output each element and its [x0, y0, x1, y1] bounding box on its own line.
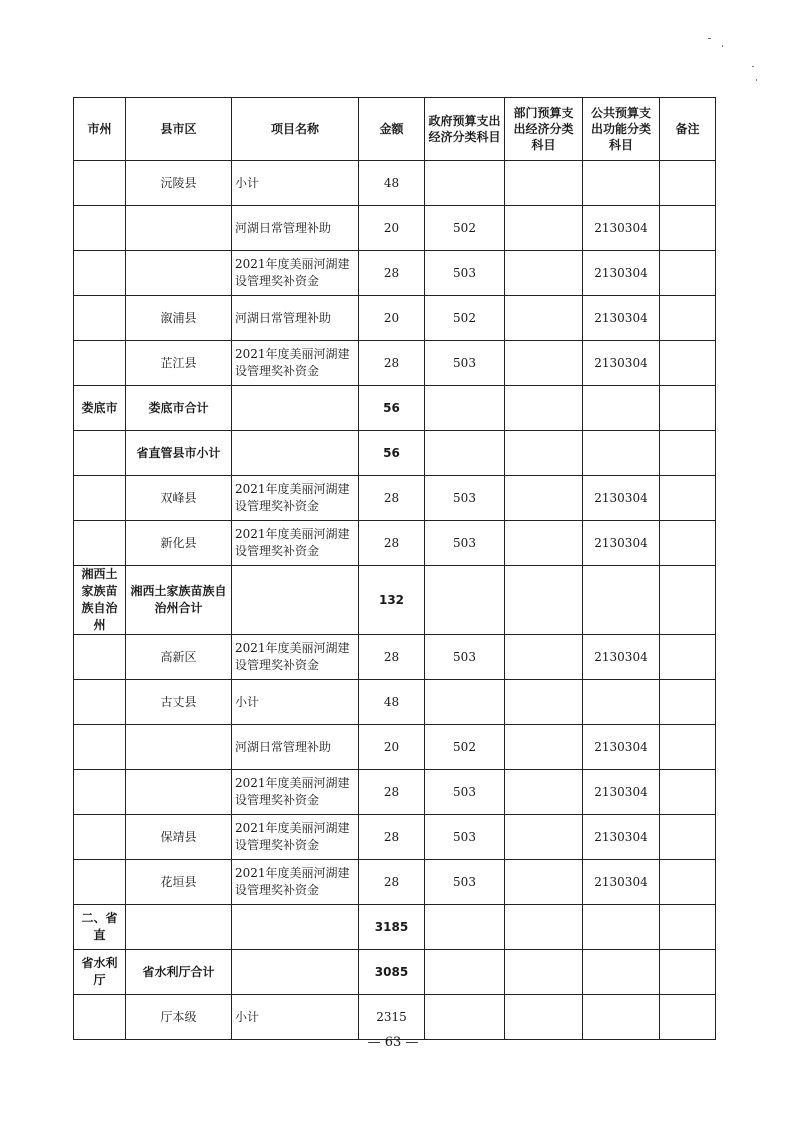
cell-amount: 28: [359, 251, 425, 296]
table-row: [74, 341, 716, 386]
cell-dept-econ-class: [505, 431, 583, 476]
cell-func-class: 2130304: [583, 341, 660, 386]
table-row: [74, 296, 716, 341]
cell-gov-econ-class: [425, 431, 505, 476]
cell-gov-econ-class: [425, 905, 505, 950]
table-row: [74, 251, 716, 296]
cell-amount: 28: [359, 341, 425, 386]
scan-speck: [722, 45, 723, 47]
cell-func-class: [583, 386, 660, 431]
cell-amount: 48: [359, 161, 425, 206]
table-row: [74, 566, 716, 635]
header-amount: 金额: [359, 98, 425, 161]
cell-amount: 20: [359, 206, 425, 251]
cell-project: 2021年度美丽河湖建设管理奖补资金: [232, 341, 359, 386]
cell-note: [660, 296, 716, 341]
table-row: [74, 950, 716, 995]
cell-city: [74, 680, 126, 725]
cell-county: 古丈县: [126, 680, 232, 725]
cell-county: 厅本级: [126, 995, 232, 1040]
cell-city: [74, 815, 126, 860]
cell-project: 河湖日常管理补助: [232, 206, 359, 251]
cell-gov-econ-class: 503: [425, 251, 505, 296]
cell-amount: 28: [359, 860, 425, 905]
cell-county: 沅陵县: [126, 161, 232, 206]
scan-speck: [756, 79, 757, 81]
header-note: 备注: [660, 98, 716, 161]
cell-func-class: 2130304: [583, 206, 660, 251]
cell-county: [126, 725, 232, 770]
table-row: [74, 680, 716, 725]
cell-note: [660, 476, 716, 521]
cell-dept-econ-class: [505, 680, 583, 725]
cell-dept-econ-class: [505, 770, 583, 815]
cell-note: [660, 566, 716, 635]
cell-project: [232, 566, 359, 635]
table-row: [74, 476, 716, 521]
cell-gov-econ-class: [425, 161, 505, 206]
table-row: [74, 161, 716, 206]
cell-amount: 56: [359, 431, 425, 476]
cell-county: 新化县: [126, 521, 232, 566]
cell-gov-econ-class: 502: [425, 296, 505, 341]
table-body: [74, 161, 716, 1040]
cell-dept-econ-class: [505, 386, 583, 431]
cell-city: [74, 341, 126, 386]
cell-city: [74, 860, 126, 905]
table-row: [74, 431, 716, 476]
cell-city: 二、省直: [74, 905, 126, 950]
cell-project: 2021年度美丽河湖建设管理奖补资金: [232, 860, 359, 905]
table-row: [74, 815, 716, 860]
cell-dept-econ-class: [505, 905, 583, 950]
cell-amount: 3085: [359, 950, 425, 995]
allocation-table: [73, 97, 716, 1040]
cell-gov-econ-class: 502: [425, 206, 505, 251]
cell-note: [660, 206, 716, 251]
cell-city: [74, 431, 126, 476]
cell-project: 2021年度美丽河湖建设管理奖补资金: [232, 251, 359, 296]
cell-note: [660, 860, 716, 905]
cell-city: [74, 476, 126, 521]
table-row: [74, 386, 716, 431]
cell-amount: 56: [359, 386, 425, 431]
cell-note: [660, 995, 716, 1040]
cell-city: [74, 995, 126, 1040]
cell-note: [660, 386, 716, 431]
cell-func-class: [583, 905, 660, 950]
cell-project: 小计: [232, 995, 359, 1040]
cell-func-class: [583, 566, 660, 635]
header-gov-econ-class: 政府预算支出经济分类科目: [425, 98, 505, 161]
cell-dept-econ-class: [505, 251, 583, 296]
cell-county: 芷江县: [126, 341, 232, 386]
cell-city: 湘西土家族苗族自治州: [74, 566, 126, 635]
cell-amount: 28: [359, 815, 425, 860]
cell-gov-econ-class: 503: [425, 860, 505, 905]
table-row: [74, 770, 716, 815]
cell-project: [232, 386, 359, 431]
cell-note: [660, 635, 716, 680]
cell-dept-econ-class: [505, 815, 583, 860]
table-header-row: [74, 98, 716, 161]
table-row: [74, 995, 716, 1040]
scan-speck: [708, 38, 711, 39]
cell-amount: 28: [359, 770, 425, 815]
cell-note: [660, 815, 716, 860]
cell-note: [660, 725, 716, 770]
cell-dept-econ-class: [505, 725, 583, 770]
cell-dept-econ-class: [505, 206, 583, 251]
cell-func-class: 2130304: [583, 251, 660, 296]
cell-city: [74, 770, 126, 815]
cell-amount: 28: [359, 635, 425, 680]
cell-project: [232, 905, 359, 950]
cell-amount: 2315: [359, 995, 425, 1040]
cell-note: [660, 251, 716, 296]
cell-project: 2021年度美丽河湖建设管理奖补资金: [232, 815, 359, 860]
cell-project: 河湖日常管理补助: [232, 296, 359, 341]
cell-city: 娄底市: [74, 386, 126, 431]
cell-gov-econ-class: 503: [425, 815, 505, 860]
cell-project: 河湖日常管理补助: [232, 725, 359, 770]
table-row: [74, 905, 716, 950]
cell-amount: 132: [359, 566, 425, 635]
cell-func-class: [583, 950, 660, 995]
table-row: [74, 725, 716, 770]
header-project: 项目名称: [232, 98, 359, 161]
cell-func-class: 2130304: [583, 635, 660, 680]
cell-city: [74, 161, 126, 206]
cell-gov-econ-class: [425, 386, 505, 431]
cell-gov-econ-class: 503: [425, 635, 505, 680]
cell-county: 双峰县: [126, 476, 232, 521]
cell-project: 2021年度美丽河湖建设管理奖补资金: [232, 635, 359, 680]
cell-city: [74, 635, 126, 680]
cell-county: 省水利厅合计: [126, 950, 232, 995]
cell-project: 2021年度美丽河湖建设管理奖补资金: [232, 521, 359, 566]
cell-amount: 20: [359, 296, 425, 341]
cell-func-class: 2130304: [583, 770, 660, 815]
header-city: 市州: [74, 98, 126, 161]
cell-func-class: 2130304: [583, 860, 660, 905]
cell-project: 小计: [232, 161, 359, 206]
cell-county: 保靖县: [126, 815, 232, 860]
cell-county: 高新区: [126, 635, 232, 680]
cell-func-class: 2130304: [583, 521, 660, 566]
cell-func-class: 2130304: [583, 296, 660, 341]
cell-func-class: 2130304: [583, 815, 660, 860]
cell-project: 小计: [232, 680, 359, 725]
cell-gov-econ-class: 503: [425, 341, 505, 386]
cell-county: 溆浦县: [126, 296, 232, 341]
cell-city: [74, 206, 126, 251]
cell-project: [232, 950, 359, 995]
cell-note: [660, 521, 716, 566]
cell-func-class: 2130304: [583, 725, 660, 770]
cell-amount: 3185: [359, 905, 425, 950]
cell-county: [126, 770, 232, 815]
cell-dept-econ-class: [505, 341, 583, 386]
cell-func-class: [583, 680, 660, 725]
cell-county: [126, 206, 232, 251]
cell-dept-econ-class: [505, 521, 583, 566]
cell-note: [660, 341, 716, 386]
cell-amount: 48: [359, 680, 425, 725]
cell-gov-econ-class: 503: [425, 770, 505, 815]
cell-dept-econ-class: [505, 995, 583, 1040]
cell-city: [74, 296, 126, 341]
cell-gov-econ-class: [425, 995, 505, 1040]
cell-dept-econ-class: [505, 161, 583, 206]
cell-func-class: 2130304: [583, 476, 660, 521]
cell-city: [74, 725, 126, 770]
cell-dept-econ-class: [505, 635, 583, 680]
cell-gov-econ-class: [425, 680, 505, 725]
cell-func-class: [583, 431, 660, 476]
cell-gov-econ-class: 503: [425, 476, 505, 521]
cell-project: 2021年度美丽河湖建设管理奖补资金: [232, 770, 359, 815]
cell-note: [660, 680, 716, 725]
cell-note: [660, 905, 716, 950]
cell-dept-econ-class: [505, 476, 583, 521]
cell-func-class: [583, 161, 660, 206]
cell-county: 花垣县: [126, 860, 232, 905]
cell-note: [660, 431, 716, 476]
cell-gov-econ-class: 503: [425, 521, 505, 566]
cell-city: [74, 521, 126, 566]
cell-gov-econ-class: 502: [425, 725, 505, 770]
cell-note: [660, 950, 716, 995]
cell-county: 省直管县市小计: [126, 431, 232, 476]
cell-county: 湘西土家族苗族自治州合计: [126, 566, 232, 635]
cell-city: 省水利厅: [74, 950, 126, 995]
header-func-class: 公共预算支出功能分类科目: [583, 98, 660, 161]
cell-amount: 28: [359, 476, 425, 521]
cell-county: [126, 905, 232, 950]
header-county: 县市区: [126, 98, 232, 161]
table-row: [74, 206, 716, 251]
page-number: — 63 —: [367, 1035, 419, 1050]
cell-func-class: [583, 995, 660, 1040]
cell-dept-econ-class: [505, 860, 583, 905]
cell-county: [126, 251, 232, 296]
cell-note: [660, 770, 716, 815]
scan-speck: [752, 66, 754, 67]
cell-project: [232, 431, 359, 476]
header-dept-econ-class: 部门预算支出经济分类科目: [505, 98, 583, 161]
cell-dept-econ-class: [505, 566, 583, 635]
cell-amount: 28: [359, 521, 425, 566]
cell-county: 娄底市合计: [126, 386, 232, 431]
table-row: [74, 635, 716, 680]
cell-gov-econ-class: [425, 566, 505, 635]
cell-gov-econ-class: [425, 950, 505, 995]
table-row: [74, 521, 716, 566]
cell-note: [660, 161, 716, 206]
cell-project: 2021年度美丽河湖建设管理奖补资金: [232, 476, 359, 521]
cell-dept-econ-class: [505, 950, 583, 995]
cell-amount: 20: [359, 725, 425, 770]
table-row: [74, 860, 716, 905]
cell-city: [74, 251, 126, 296]
cell-dept-econ-class: [505, 296, 583, 341]
